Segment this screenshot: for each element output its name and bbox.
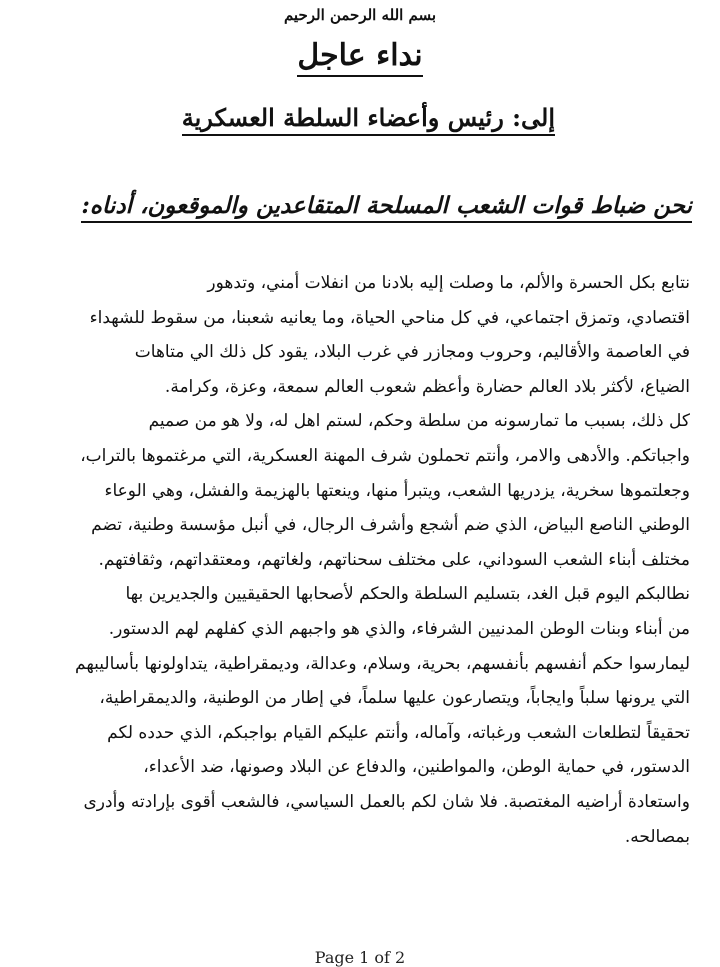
body-line: نتابع بكل الحسرة والألم، ما وصلت إليه بلادنا من انفلات أمني، وتدهور (207, 273, 690, 293)
body-line: بمصالحه. (624, 826, 690, 847)
document-body (30, 266, 690, 854)
document-title (0, 38, 720, 73)
body-line: تحقيقاً لتطلعات الشعب ورغباته، وآماله، وأنتم عليكم القيام بواجبكم، الذي حدده لكم (107, 722, 690, 743)
addressee-text: إلى: رئيس وأعضاء السلطة العسكرية (182, 103, 555, 136)
body-line: من أبناء وبنات الوطن المدنيين الشرفاء، والذي هو واجبهم الذي كفلهم لهم الدستور. (108, 618, 690, 639)
body-line: الضياع، لأكثر بلاد العالم حضارة وأعظم شعوب العالم سمعة، وعزة، وكرامة. (164, 376, 690, 397)
body-line: الوطني الناصع البياض، الذي ضم أشجع وأشرف الرجال، في أنبل مؤسسة وطنية، تضم (91, 515, 690, 536)
basmala-heading: بسم الله الرحمن الرحيم (283, 6, 437, 24)
body-line: واستعادة أراضيه المغتصبة. فلا شان لكم بالعمل السياسي، فالشعب أقوى بإرادته وأدرى (83, 791, 690, 812)
addressee-line (182, 103, 555, 132)
body-line: اقتصادي، وتمزق اجتماعي، في كل مناحي الحياة، وما يعانيه شعبنا، من سقوط للشهداء (89, 307, 690, 328)
body-line: واجباتكم. والأدهى والامر، وأنتم تحملون شرف المهنة العسكرية، التي مرغتموها بالتراب، (80, 445, 690, 466)
signatories-text: نحن ضباط قوات الشعب المسلحة المتقاعدين والموقعون، أدناه: (81, 192, 692, 223)
body-line: نطالبكم اليوم قبل الغد، بتسليم السلطة والحكم لأصحابها الحقيقيين والجديرين بها (125, 584, 690, 605)
body-line: في العاصمة والأقاليم، وحروب ومجازر في غرب البلاد، يقود كل ذلك الي متاهات (134, 342, 690, 363)
body-line: وجعلتموها سخرية، يزدريها الشعب، ويتبرأ منها، وينعتها بالهزيمة والفشل، وهي الوعاء (104, 480, 690, 501)
document-title-text: نداء عاجل (297, 38, 422, 77)
body-line: ليمارسوا حكم أنفسهم بأنفسهم، بحرية، وسلام، وعدالة، وديمقراطية، يتداولونها بأساليبهم (75, 653, 690, 674)
signatories-line (81, 192, 692, 219)
body-line: مختلف أبناء الشعب السوداني، على مختلف سحناتهم، ولغاتهم، ومعتقداتهم، وثقافتهم. (98, 549, 690, 570)
body-line: الدستور، في حماية الوطن، والمواطنين، والدفاع عن البلاد وصونها، ضد الأعداء، (143, 757, 690, 778)
body-line: كل ذلك، بسبب ما تمارسونه من سلطة وحكم، لستم اهل له، ولا هو من صميم (148, 411, 690, 432)
page-footer: Page 1 of 2 (314, 948, 406, 967)
body-line: التي يرونها سلباً وايجاباً، ويتصارعون عليها سلماً، في إطار من الوطنية، والديمقراطية، (99, 688, 690, 709)
